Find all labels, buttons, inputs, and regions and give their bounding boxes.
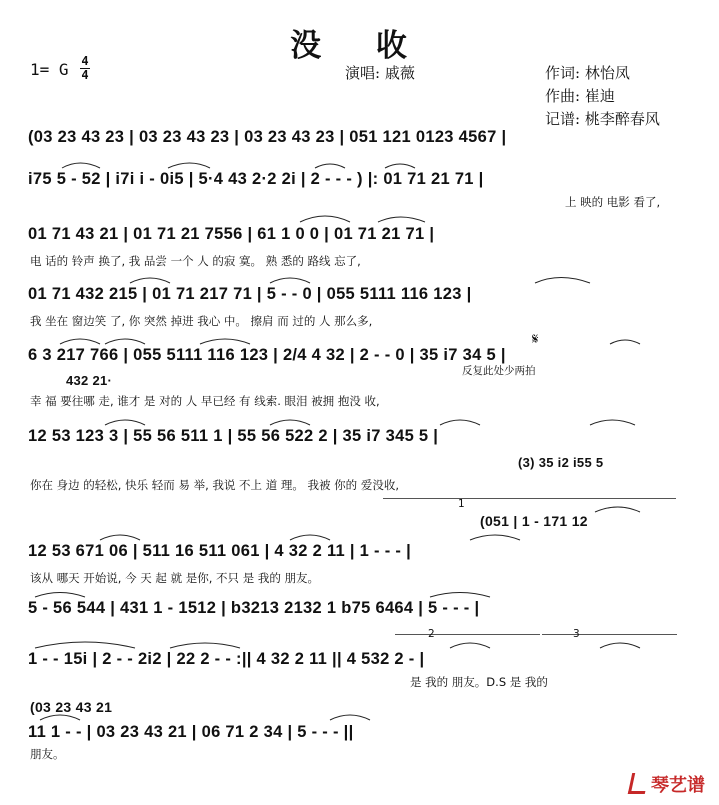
music-line-8: 5 - 56 544 | 431 1 - 1512 | b3213 2132 1 b75 6464 | 5 - - - | — [28, 599, 480, 617]
volta-label-1: 1 — [458, 498, 465, 510]
slur-arc — [40, 715, 80, 720]
slur-arc — [170, 643, 240, 648]
slur-arc — [35, 642, 135, 648]
slur-arc — [470, 535, 520, 540]
volta-bracket-2 — [395, 634, 540, 635]
alternate-notes: 432 21· — [66, 373, 113, 388]
slur-arc — [130, 278, 170, 283]
slur-arc — [430, 593, 490, 598]
slur-arc — [35, 593, 85, 598]
slur-arc — [200, 339, 250, 344]
slur-arc — [105, 339, 145, 344]
pickup-line-2: (03 23 43 21 — [30, 699, 113, 715]
key-signature: 1= G — [30, 60, 69, 79]
slur-arc — [378, 217, 425, 222]
slur-arc — [450, 643, 490, 648]
lyric-line-3: 我 坐在 窗边笑 了, 你 突然 掉进 我心 中。 擦肩 而 过的 人 那么多, — [30, 314, 373, 328]
slur-arc — [270, 278, 310, 283]
volta-bracket-1 — [383, 498, 676, 499]
lyric-line-7: 是 我的 朋友。D.S 是 我的 — [410, 675, 548, 689]
music-line-7: 12 53 671 06 | 511 16 511 061 | 4 32 2 11 | 1 - - - | — [28, 542, 411, 560]
music-line-3: 01 71 43 21 | 01 71 21 7556 | 61 1 0 0 | 01 71 21 71 | — [28, 225, 435, 243]
slur-arc — [330, 715, 370, 720]
lyric-line-5: 你在 身边 的轻松, 快乐 轻而 易 举, 我说 不上 道 理。 我被 你的 爱没收, — [30, 478, 399, 492]
slur-arc — [300, 216, 350, 222]
music-line-6: 12 53 123 3 | 55 56 511 1 | 55 56 522 2 | 35 i7 345 5 | — [28, 427, 439, 445]
lyric-line-4: 幸 福 要往哪 走, 谁才 是 对的 人 早已经 有 线索. 眼泪 被拥 抱没 收, — [30, 394, 380, 408]
page-title: 没 收 — [290, 28, 429, 64]
repeat-note: 反复此处少两拍 — [462, 365, 536, 377]
slur-arc — [100, 535, 140, 540]
transcriber-credit: 记谱: 桃李醉春风 — [545, 110, 660, 128]
logo-mark-icon — [628, 773, 649, 794]
music-line-9: 1 - - 15i | 2 - - 2i2 | 22 2 - - :|| 4 32 2 11 || 4 532 2 - | — [28, 650, 425, 668]
time-signature — [80, 56, 90, 81]
lyricist-credit: 作词: 林怡凤 — [545, 64, 630, 82]
volta-label-3: 3 — [573, 628, 580, 640]
slur-arc — [385, 164, 415, 168]
slur-arc — [270, 420, 310, 425]
composer-credit: 作曲: 崔迪 — [545, 87, 615, 105]
music-line-1: (03 23 43 23 | 03 23 43 23 | 03 23 43 23 | 051 121 0123 4567 | — [28, 128, 507, 146]
alternate-line: (3) 35 i2 i55 5 — [518, 455, 604, 470]
site-logo — [630, 771, 705, 797]
segno-icon: 𝄋 — [532, 330, 539, 348]
time-signature-bottom: 4 — [81, 68, 89, 82]
logo-text: 琴艺谱 — [651, 775, 705, 796]
singer-credit: 演唱: 戚薇 — [345, 64, 415, 82]
slur-arc — [60, 339, 100, 344]
music-line-2: i75 5 - 52 | i7i i - 0i5 | 5·4 43 2·2 2i | 2 - - - ) |: 01 71 21 71 | — [28, 170, 484, 188]
music-line-4: 01 71 432 215 | 01 71 217 71 | 5 - - 0 | 055 5111 116 123 | — [28, 285, 472, 303]
slur-arc — [535, 278, 590, 284]
lyric-line-2: 电 话的 铃声 换了, 我 品尝 一个 人 的寂 寞。 熟 悉的 路线 忘了, — [30, 254, 361, 268]
lyric-line-1: 上 映的 电影 看了, — [565, 195, 661, 209]
slur-arc — [168, 163, 210, 168]
slur-arc — [610, 340, 640, 344]
music-line-10: 11 1 - - | 03 23 43 21 | 06 71 2 34 | 5 - - - || — [28, 723, 354, 741]
slur-arc — [595, 507, 640, 512]
lyric-line-6: 该从 哪天 开始说, 今 天 起 就 是你, 不只 是 我的 朋友。 — [30, 571, 320, 585]
slur-arc — [440, 420, 480, 425]
slur-arc — [315, 164, 345, 168]
volta-bracket-3 — [542, 634, 677, 635]
slur-arc — [62, 163, 100, 168]
slur-arc — [105, 420, 145, 425]
pickup-line: (051 | 1 - 171 12 — [480, 513, 588, 529]
lyric-line-8: 朋友。 — [30, 747, 65, 761]
time-signature-top: 4 — [81, 54, 89, 68]
slur-arc — [290, 535, 330, 540]
slur-arc — [600, 643, 640, 648]
music-line-5: 6 3 217 766 | 055 5111 116 123 | 2/4 4 32 | 2 - - 0 | 35 i7 34 5 | — [28, 346, 506, 364]
volta-label-2: 2 — [428, 628, 435, 640]
slur-arc — [590, 420, 635, 425]
